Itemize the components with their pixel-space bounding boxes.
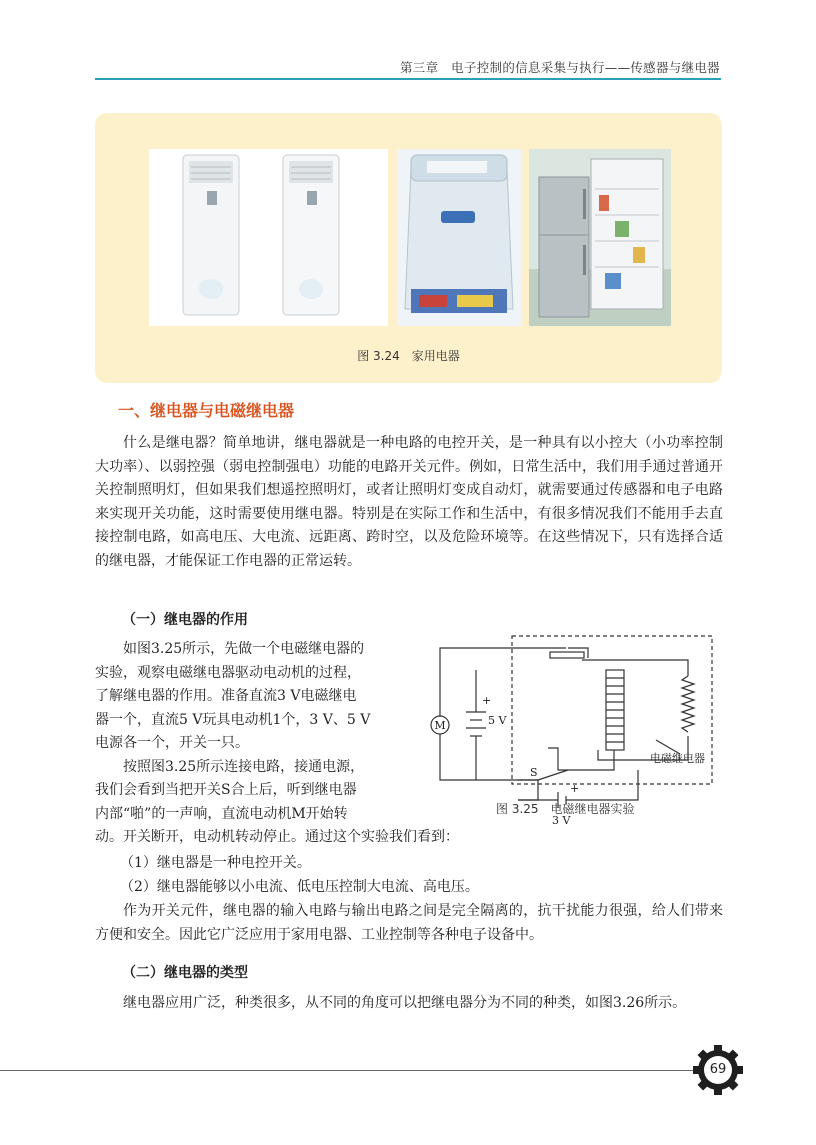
text-line: 了解继电器的作用。准备直流3 V电磁继电 <box>95 688 357 704</box>
figure-3-24-caption: 图 3.24 家用电器 <box>357 349 460 363</box>
running-header: 第三章 电子控制的信息采集与执行——传感器与继电器 <box>399 60 720 75</box>
battery-3v-label: 3 V <box>552 814 571 826</box>
subsection-title-types: （二）继电器的类型 <box>122 965 248 981</box>
battery-3v-plus: + <box>570 782 580 795</box>
header-rule <box>95 78 721 80</box>
switch-label: S <box>530 766 538 779</box>
air-conditioner-photo <box>149 149 388 326</box>
motor-label: M <box>434 719 446 732</box>
subsection-title-role: （一）继电器的作用 <box>122 612 248 628</box>
battery-5v-label: 5 V <box>488 714 507 727</box>
text-line: 按照图3.25所示连接电路，接通电源， <box>123 758 365 775</box>
types-paragraph: 继电器应用广泛，种类很多，从不同的角度可以把继电器分为不同的种类，如图3.26所示。 <box>123 995 687 1011</box>
experiment-paragraph-2-continued: 动。开关断开，电动机转动停止。通过这个实验我们看到： <box>95 829 459 845</box>
text-line: 内部“啪”的一声响，直流电动机M开始转 <box>95 805 348 822</box>
refrigerator-photo <box>529 149 671 326</box>
text-line: 电源各一个，开关一只。 <box>95 735 249 751</box>
conclusion-item-1: （1）继电器是一种电控开关。 <box>120 855 311 871</box>
page-number: 69 <box>709 1062 727 1077</box>
battery-5v-plus: + <box>482 694 492 707</box>
experiment-paragraph-1 <box>95 638 410 826</box>
relay-label: 电磁继电器 <box>650 752 705 765</box>
text-line: 如图3.25所示，先做一个电磁继电器的 <box>123 641 365 657</box>
section-title: 一、继电器与电磁继电器 <box>118 401 295 420</box>
intro-paragraph: 什么是继电器？简单地讲，继电器就是一种电路的电控开关，是一种具有以小控大（小功率控制大功率）、以弱控强（弱电控制强电）功能的电路开关元件。例如，日常生活中，我们用手通过普通开关控制照明灯，但如果我们想遥控照明灯，或者让照明灯变成自动灯，就需要通过传感器和电子电路来实现开关功能，这时需要使用继电器。特别是在实际工作和生活中，有很多情况我们不能用手去直接控制电路，如高电压、大电流、远距离、跨时空，以及危险环境等。在这些情况下，只有选择合适的继电器，才能保证工作电器的正常运转。 <box>95 435 723 569</box>
text-line: 我们会看到当把开关S合上后，听到继电器 <box>95 782 357 798</box>
text-line: 实验，观察电磁继电器驱动电动机的过程， <box>95 664 361 681</box>
figure-3-25-caption: 图 3.25 电磁继电器实验 <box>496 802 635 816</box>
figure-3-25-circuit <box>418 630 724 826</box>
isolation-paragraph: 作为开关元件，继电器的输入电路与输出电路之间是完全隔离的，抗干扰能力很强，给人们带来方便和安全。因此它广泛应用于家用电器、工业控制等各种电子设备中。 <box>95 903 723 943</box>
text-line: 器一个，直流5 V玩具电动机1个，3 V、5 V <box>95 711 371 728</box>
conclusion-item-2: （2）继电器能够以小电流、低电压控制大电流、高电压。 <box>120 879 479 895</box>
washing-machine-photo <box>397 149 521 326</box>
figure-3-24-box <box>95 113 722 383</box>
footer-rule <box>0 1070 700 1071</box>
